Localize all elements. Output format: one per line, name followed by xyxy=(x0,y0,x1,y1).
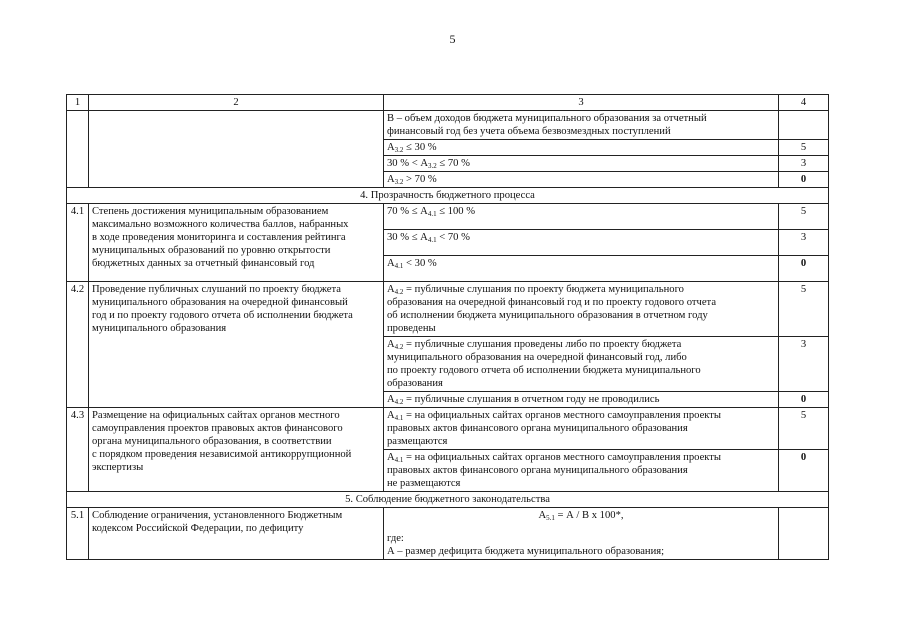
text-line: бюджетных данных за отчетный финансовый год xyxy=(92,258,315,269)
number-cell: 4.2 xyxy=(67,282,89,408)
column-header: 2 xyxy=(89,95,384,111)
score-cell: 3 xyxy=(779,230,829,256)
text-line: где: xyxy=(387,533,404,544)
text-line: Проведение публичных слушаний по проекту бюджета xyxy=(92,284,341,295)
text-line: $А_{4.1}$ = на официальных сайтах органов местного самоуправления проекты xyxy=(387,410,722,422)
text-line: в ходе проведения мониторинга и составления рейтинга xyxy=(92,232,346,243)
criterion-cell: $А_{3.2} \le 30$ % xyxy=(384,140,779,156)
text-line: А – размер дефицита бюджета муниципального образования; xyxy=(387,546,665,557)
name-cell xyxy=(89,508,384,560)
table-row xyxy=(67,408,829,450)
text-line: муниципального образования на очередной финансовый год, либо xyxy=(387,352,687,363)
table-row xyxy=(67,282,829,337)
criterion-cell: $А_{3.2} > 70$ % xyxy=(384,172,779,188)
column-header: 1 xyxy=(67,95,89,111)
page-number: 5 xyxy=(449,32,456,46)
text-line: В – объем доходов бюджета муниципального образования за отчетный xyxy=(387,113,707,124)
text-line: Степень достижения муниципальным образованием xyxy=(92,206,329,217)
text-line: Размещение на официальных сайтах органов местного xyxy=(92,410,340,421)
text-line: Соблюдение ограничения, установленного Бюджетным xyxy=(92,510,343,521)
text-line: проведены xyxy=(387,323,436,334)
score-cell xyxy=(779,111,829,140)
name-cell xyxy=(89,204,384,282)
score-cell: 5 xyxy=(779,408,829,450)
text-line: год и по проекту годового отчета об исполнении бюджета xyxy=(92,310,353,321)
section-row xyxy=(67,492,829,508)
section-title: 4. Прозрачность бюджетного процесса xyxy=(67,188,829,204)
text-line: кодексом Российской Федерации, по дефициту xyxy=(92,523,304,534)
text-line: правовых актов финансового органа муниципального образования xyxy=(387,465,688,476)
text-line: финансовый год без учета объема безвозмездных поступлений xyxy=(387,126,671,137)
text-line: по проекту годового отчета об исполнении бюджета муниципального xyxy=(387,365,701,376)
formula: $А_{5.1} = А / В$ х 100*, xyxy=(538,510,624,522)
section-row xyxy=(67,188,829,204)
text-line: самоуправления проектов правовых актов финансового xyxy=(92,423,343,434)
score-cell: 0 xyxy=(779,450,829,492)
column-header: 4 xyxy=(779,95,829,111)
name-cell xyxy=(89,408,384,492)
criterion-cell xyxy=(384,508,779,560)
text-line: об исполнении бюджета муниципального образования в отчетном году xyxy=(387,310,708,321)
criterion-cell: 30 % < $А_{3.2} \le 70$ % xyxy=(384,156,779,172)
criterion-cell xyxy=(384,111,779,140)
criterion-cell xyxy=(384,337,779,392)
text-line: максимально возможного количества баллов, набранных xyxy=(92,219,349,230)
text-line: не размещаются xyxy=(387,478,461,489)
table-row xyxy=(67,508,829,560)
number-cell: 5.1 xyxy=(67,508,89,560)
text-line: муниципального образования на очередной финансовый xyxy=(92,297,348,308)
name-cell xyxy=(89,111,384,188)
text-line: образования xyxy=(387,378,443,389)
text-line: $А_{4.2}$ = публичные слушания проведены либо по проекту бюджета xyxy=(387,339,682,351)
text-line: образования на очередной финансовый год и по проекту годового отчета xyxy=(387,297,717,308)
criteria-table xyxy=(66,94,829,560)
score-cell: 0 xyxy=(779,256,829,282)
text-line: $А_{4.2}$ = публичные слушания по проекту бюджета муниципального xyxy=(387,284,684,296)
table-row xyxy=(67,111,829,140)
text-line: $А_{4.2}$ = публичные слушания в отчетном году не проводились xyxy=(387,394,660,406)
text-line: муниципального образования xyxy=(92,323,227,334)
number-cell: 4.3 xyxy=(67,408,89,492)
score-cell: 5 xyxy=(779,282,829,337)
score-cell: 0 xyxy=(779,392,829,408)
name-cell xyxy=(89,282,384,408)
criterion-cell: $А_{4.1} < 30$ % xyxy=(384,256,779,282)
criterion-cell: 30 % ≤ $А_{4.1} < 70$ % xyxy=(384,230,779,256)
criterion-cell xyxy=(384,408,779,450)
text-line: органа муниципального образования, в соответствии xyxy=(92,436,332,447)
score-cell: 3 xyxy=(779,337,829,392)
criterion-cell: 70 % ≤ $А_{4.1} \le 100$ % xyxy=(384,204,779,230)
score-cell: 0 xyxy=(779,172,829,188)
text-line: с порядком проведения независимой антикоррупционной xyxy=(92,449,352,460)
text-line: правовых актов финансового органа муниципального образования xyxy=(387,423,688,434)
score-cell: 5 xyxy=(779,204,829,230)
text-line: муниципальных образований по уровню открытости xyxy=(92,245,331,256)
text-line: $А_{4.1}$ = на официальных сайтах органов местного самоуправления проекты xyxy=(387,452,722,464)
table-header-row xyxy=(67,95,829,111)
criterion-cell xyxy=(384,450,779,492)
text-line: экспертизы xyxy=(92,462,144,473)
table-row xyxy=(67,204,829,230)
score-cell: 5 xyxy=(779,140,829,156)
score-cell: 3 xyxy=(779,156,829,172)
text-line: размещаются xyxy=(387,436,448,447)
column-header: 3 xyxy=(384,95,779,111)
score-cell xyxy=(779,508,829,560)
number-cell: 4.1 xyxy=(67,204,89,282)
criterion-cell xyxy=(384,282,779,337)
section-title: 5. Соблюдение бюджетного законодательства xyxy=(67,492,829,508)
criterion-cell xyxy=(384,392,779,408)
number-cell xyxy=(67,111,89,188)
